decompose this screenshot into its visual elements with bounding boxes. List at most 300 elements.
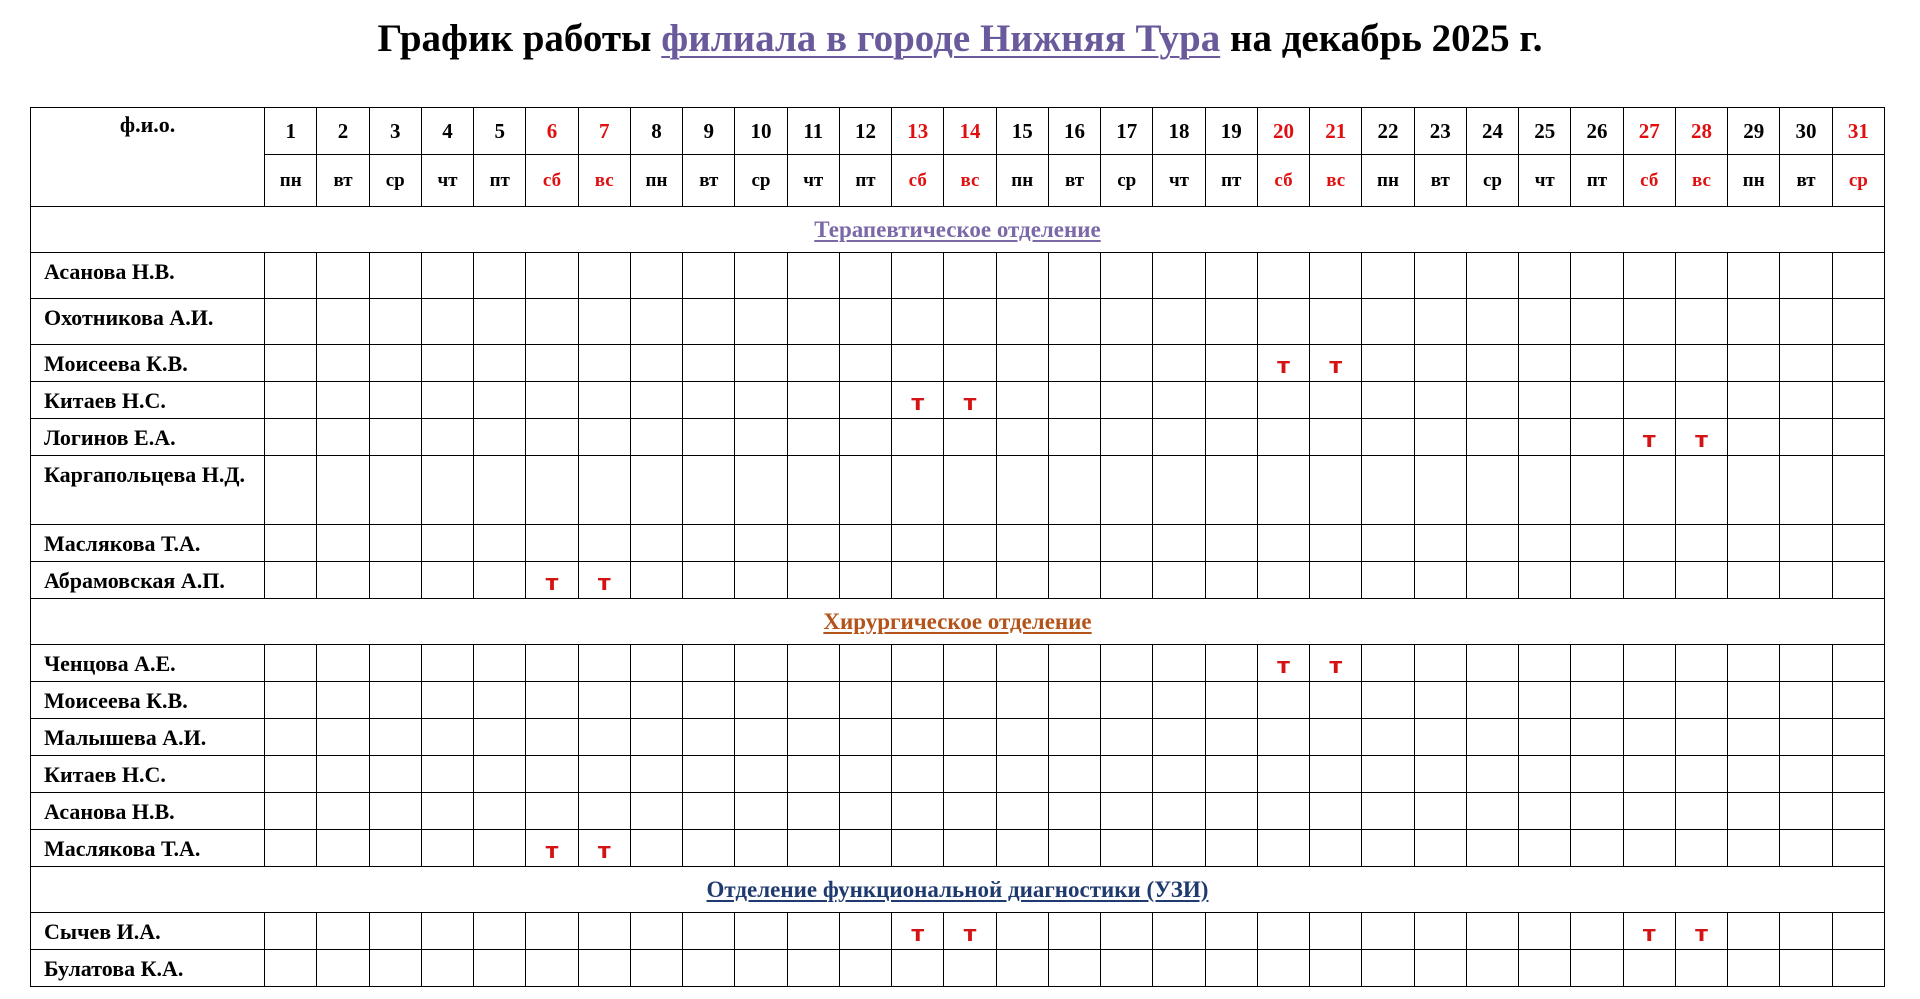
schedule-cell[interactable] [1519, 562, 1571, 599]
schedule-cell[interactable] [369, 830, 421, 867]
schedule-cell[interactable] [1571, 299, 1623, 345]
schedule-cell[interactable] [1257, 299, 1309, 345]
schedule-cell[interactable] [735, 682, 787, 719]
schedule-cell[interactable] [1571, 793, 1623, 830]
schedule-cell[interactable] [1153, 682, 1205, 719]
schedule-cell[interactable] [265, 830, 317, 867]
schedule-cell[interactable] [1519, 345, 1571, 382]
schedule-cell[interactable] [1257, 830, 1309, 867]
schedule-cell[interactable] [578, 525, 630, 562]
schedule-cell[interactable] [1257, 253, 1309, 299]
schedule-cell[interactable] [1728, 719, 1780, 756]
schedule-cell[interactable] [1205, 456, 1257, 525]
schedule-cell[interactable] [265, 525, 317, 562]
schedule-cell[interactable] [578, 950, 630, 987]
schedule-cell[interactable] [526, 345, 578, 382]
schedule-cell[interactable] [1153, 719, 1205, 756]
schedule-cell[interactable] [1048, 682, 1100, 719]
schedule-cell[interactable] [1519, 419, 1571, 456]
schedule-cell[interactable] [1153, 562, 1205, 599]
schedule-cell[interactable] [892, 793, 944, 830]
schedule-cell[interactable] [1675, 830, 1727, 867]
schedule-cell[interactable] [683, 382, 735, 419]
schedule-cell[interactable] [369, 645, 421, 682]
schedule-cell[interactable] [1780, 645, 1832, 682]
schedule-cell[interactable] [1675, 645, 1727, 682]
schedule-cell[interactable] [1519, 719, 1571, 756]
schedule-cell[interactable] [996, 913, 1048, 950]
schedule-cell[interactable] [1205, 299, 1257, 345]
schedule-mark-cell[interactable]: т [1257, 345, 1309, 382]
schedule-mark-cell[interactable]: т [892, 382, 944, 419]
schedule-cell[interactable] [1780, 419, 1832, 456]
schedule-cell[interactable] [735, 756, 787, 793]
schedule-cell[interactable] [1310, 793, 1362, 830]
schedule-cell[interactable] [1728, 299, 1780, 345]
schedule-cell[interactable] [317, 756, 369, 793]
schedule-cell[interactable] [1257, 682, 1309, 719]
schedule-cell[interactable] [1205, 253, 1257, 299]
schedule-cell[interactable] [1362, 419, 1414, 456]
schedule-cell[interactable] [1466, 913, 1518, 950]
schedule-cell[interactable] [944, 645, 996, 682]
schedule-cell[interactable] [839, 562, 891, 599]
schedule-cell[interactable] [317, 830, 369, 867]
schedule-cell[interactable] [1728, 382, 1780, 419]
schedule-cell[interactable] [265, 682, 317, 719]
schedule-cell[interactable] [474, 830, 526, 867]
schedule-cell[interactable] [1101, 756, 1153, 793]
schedule-cell[interactable] [787, 719, 839, 756]
schedule-cell[interactable] [1362, 719, 1414, 756]
schedule-cell[interactable] [421, 419, 473, 456]
schedule-cell[interactable] [787, 830, 839, 867]
schedule-cell[interactable] [839, 719, 891, 756]
schedule-cell[interactable] [1623, 830, 1675, 867]
schedule-cell[interactable] [317, 682, 369, 719]
schedule-cell[interactable] [1101, 793, 1153, 830]
schedule-cell[interactable] [1101, 913, 1153, 950]
schedule-cell[interactable] [996, 719, 1048, 756]
schedule-cell[interactable] [996, 299, 1048, 345]
schedule-cell[interactable] [735, 382, 787, 419]
schedule-cell[interactable] [526, 253, 578, 299]
schedule-cell[interactable] [474, 419, 526, 456]
schedule-cell[interactable] [944, 950, 996, 987]
schedule-cell[interactable] [996, 419, 1048, 456]
schedule-cell[interactable] [892, 682, 944, 719]
schedule-cell[interactable] [1414, 456, 1466, 525]
schedule-cell[interactable] [1048, 419, 1100, 456]
schedule-cell[interactable] [683, 299, 735, 345]
schedule-cell[interactable] [369, 756, 421, 793]
schedule-cell[interactable] [839, 830, 891, 867]
schedule-cell[interactable] [1048, 913, 1100, 950]
schedule-cell[interactable] [839, 345, 891, 382]
schedule-cell[interactable] [1101, 456, 1153, 525]
schedule-cell[interactable] [1466, 382, 1518, 419]
schedule-cell[interactable] [787, 682, 839, 719]
schedule-cell[interactable] [526, 682, 578, 719]
schedule-cell[interactable] [1101, 419, 1153, 456]
schedule-cell[interactable] [892, 525, 944, 562]
schedule-cell[interactable] [474, 382, 526, 419]
schedule-cell[interactable] [735, 719, 787, 756]
schedule-cell[interactable] [735, 253, 787, 299]
schedule-cell[interactable] [317, 345, 369, 382]
schedule-cell[interactable] [421, 645, 473, 682]
schedule-mark-cell[interactable]: т [526, 562, 578, 599]
schedule-cell[interactable] [1780, 830, 1832, 867]
schedule-cell[interactable] [265, 419, 317, 456]
schedule-cell[interactable] [735, 562, 787, 599]
schedule-cell[interactable] [787, 456, 839, 525]
schedule-cell[interactable] [683, 719, 735, 756]
schedule-cell[interactable] [1362, 682, 1414, 719]
schedule-cell[interactable] [839, 682, 891, 719]
schedule-cell[interactable] [265, 299, 317, 345]
schedule-cell[interactable] [735, 830, 787, 867]
schedule-cell[interactable] [1362, 456, 1414, 525]
schedule-cell[interactable] [1675, 525, 1727, 562]
schedule-cell[interactable] [369, 525, 421, 562]
schedule-cell[interactable] [1832, 913, 1884, 950]
schedule-cell[interactable] [578, 456, 630, 525]
schedule-cell[interactable] [1519, 756, 1571, 793]
schedule-cell[interactable] [1571, 253, 1623, 299]
schedule-cell[interactable] [996, 645, 1048, 682]
schedule-cell[interactable] [1623, 456, 1675, 525]
schedule-cell[interactable] [1205, 382, 1257, 419]
schedule-cell[interactable] [1310, 682, 1362, 719]
schedule-cell[interactable] [944, 419, 996, 456]
schedule-cell[interactable] [1205, 345, 1257, 382]
schedule-cell[interactable] [1414, 830, 1466, 867]
schedule-cell[interactable] [1675, 456, 1727, 525]
schedule-cell[interactable] [892, 756, 944, 793]
schedule-cell[interactable] [1780, 345, 1832, 382]
schedule-cell[interactable] [1048, 562, 1100, 599]
schedule-cell[interactable] [787, 253, 839, 299]
schedule-cell[interactable] [1780, 913, 1832, 950]
schedule-cell[interactable] [317, 525, 369, 562]
schedule-cell[interactable] [944, 456, 996, 525]
schedule-cell[interactable] [317, 419, 369, 456]
schedule-cell[interactable] [1519, 950, 1571, 987]
schedule-cell[interactable] [317, 913, 369, 950]
schedule-cell[interactable] [578, 645, 630, 682]
schedule-cell[interactable] [1048, 525, 1100, 562]
schedule-cell[interactable] [1362, 830, 1414, 867]
schedule-cell[interactable] [944, 719, 996, 756]
schedule-cell[interactable] [839, 456, 891, 525]
schedule-cell[interactable] [1728, 950, 1780, 987]
schedule-cell[interactable] [369, 562, 421, 599]
schedule-cell[interactable] [1205, 682, 1257, 719]
branch-link[interactable]: филиала в городе Нижняя Тура [661, 17, 1221, 60]
schedule-cell[interactable] [996, 682, 1048, 719]
schedule-cell[interactable] [1414, 419, 1466, 456]
schedule-cell[interactable] [1257, 950, 1309, 987]
schedule-cell[interactable] [839, 913, 891, 950]
schedule-cell[interactable] [421, 382, 473, 419]
schedule-cell[interactable] [421, 345, 473, 382]
schedule-cell[interactable] [1571, 950, 1623, 987]
schedule-cell[interactable] [1466, 345, 1518, 382]
schedule-cell[interactable] [630, 345, 682, 382]
schedule-cell[interactable] [1466, 419, 1518, 456]
schedule-cell[interactable] [1571, 525, 1623, 562]
schedule-cell[interactable] [1101, 950, 1153, 987]
schedule-cell[interactable] [1623, 382, 1675, 419]
schedule-cell[interactable] [1362, 345, 1414, 382]
schedule-cell[interactable] [683, 793, 735, 830]
schedule-cell[interactable] [1571, 456, 1623, 525]
schedule-cell[interactable] [630, 830, 682, 867]
schedule-cell[interactable] [1675, 682, 1727, 719]
schedule-cell[interactable] [1466, 756, 1518, 793]
schedule-cell[interactable] [1101, 299, 1153, 345]
schedule-cell[interactable] [1675, 756, 1727, 793]
schedule-cell[interactable] [1832, 299, 1884, 345]
schedule-cell[interactable] [265, 756, 317, 793]
schedule-cell[interactable] [1571, 682, 1623, 719]
schedule-cell[interactable] [474, 562, 526, 599]
schedule-cell[interactable] [1519, 253, 1571, 299]
schedule-cell[interactable] [421, 562, 473, 599]
schedule-cell[interactable] [1205, 913, 1257, 950]
schedule-cell[interactable] [1675, 345, 1727, 382]
schedule-cell[interactable] [1310, 299, 1362, 345]
schedule-cell[interactable] [683, 756, 735, 793]
schedule-cell[interactable] [1832, 525, 1884, 562]
schedule-cell[interactable] [526, 299, 578, 345]
schedule-cell[interactable] [735, 645, 787, 682]
schedule-cell[interactable] [944, 793, 996, 830]
schedule-cell[interactable] [892, 830, 944, 867]
schedule-cell[interactable] [1362, 756, 1414, 793]
schedule-cell[interactable] [1623, 645, 1675, 682]
schedule-cell[interactable] [630, 950, 682, 987]
schedule-cell[interactable] [474, 950, 526, 987]
schedule-cell[interactable] [1832, 682, 1884, 719]
schedule-cell[interactable] [1101, 562, 1153, 599]
schedule-cell[interactable] [369, 345, 421, 382]
schedule-cell[interactable] [1675, 253, 1727, 299]
schedule-cell[interactable] [1571, 913, 1623, 950]
schedule-cell[interactable] [1519, 299, 1571, 345]
schedule-cell[interactable] [526, 756, 578, 793]
schedule-cell[interactable] [1205, 719, 1257, 756]
schedule-cell[interactable] [787, 299, 839, 345]
schedule-cell[interactable] [1832, 645, 1884, 682]
schedule-cell[interactable] [1310, 562, 1362, 599]
schedule-cell[interactable] [578, 682, 630, 719]
schedule-cell[interactable] [892, 299, 944, 345]
schedule-cell[interactable] [1832, 719, 1884, 756]
schedule-cell[interactable] [1675, 793, 1727, 830]
schedule-cell[interactable] [526, 645, 578, 682]
schedule-cell[interactable] [1675, 719, 1727, 756]
schedule-cell[interactable] [787, 345, 839, 382]
schedule-cell[interactable] [265, 950, 317, 987]
schedule-cell[interactable] [474, 756, 526, 793]
schedule-cell[interactable] [683, 950, 735, 987]
schedule-cell[interactable] [1519, 645, 1571, 682]
schedule-cell[interactable] [1623, 950, 1675, 987]
schedule-cell[interactable] [1519, 830, 1571, 867]
schedule-cell[interactable] [1153, 253, 1205, 299]
schedule-mark-cell[interactable]: т [1257, 645, 1309, 682]
schedule-cell[interactable] [1153, 645, 1205, 682]
schedule-cell[interactable] [1466, 253, 1518, 299]
schedule-cell[interactable] [1728, 525, 1780, 562]
schedule-cell[interactable] [265, 913, 317, 950]
schedule-mark-cell[interactable]: т [1310, 345, 1362, 382]
schedule-cell[interactable] [630, 525, 682, 562]
schedule-cell[interactable] [1780, 525, 1832, 562]
schedule-cell[interactable] [944, 345, 996, 382]
schedule-cell[interactable] [1414, 913, 1466, 950]
schedule-cell[interactable] [944, 253, 996, 299]
schedule-cell[interactable] [1414, 719, 1466, 756]
schedule-cell[interactable] [1832, 793, 1884, 830]
schedule-cell[interactable] [1101, 253, 1153, 299]
schedule-cell[interactable] [1414, 682, 1466, 719]
schedule-cell[interactable] [526, 950, 578, 987]
schedule-mark-cell[interactable]: т [1675, 419, 1727, 456]
schedule-cell[interactable] [787, 382, 839, 419]
schedule-cell[interactable] [578, 253, 630, 299]
schedule-cell[interactable] [474, 345, 526, 382]
schedule-cell[interactable] [1310, 913, 1362, 950]
schedule-cell[interactable] [474, 525, 526, 562]
schedule-cell[interactable] [839, 793, 891, 830]
schedule-cell[interactable] [421, 456, 473, 525]
schedule-cell[interactable] [1257, 456, 1309, 525]
schedule-cell[interactable] [1780, 562, 1832, 599]
schedule-cell[interactable] [1205, 950, 1257, 987]
schedule-cell[interactable] [996, 950, 1048, 987]
schedule-cell[interactable] [1101, 830, 1153, 867]
schedule-cell[interactable] [1205, 525, 1257, 562]
schedule-cell[interactable] [1153, 419, 1205, 456]
schedule-cell[interactable] [839, 756, 891, 793]
schedule-cell[interactable] [1414, 562, 1466, 599]
schedule-cell[interactable] [1780, 253, 1832, 299]
schedule-cell[interactable] [1623, 345, 1675, 382]
schedule-cell[interactable] [1728, 913, 1780, 950]
schedule-cell[interactable] [265, 562, 317, 599]
schedule-cell[interactable] [317, 719, 369, 756]
schedule-cell[interactable] [1832, 456, 1884, 525]
schedule-cell[interactable] [683, 456, 735, 525]
schedule-cell[interactable] [1414, 525, 1466, 562]
schedule-cell[interactable] [1048, 299, 1100, 345]
schedule-cell[interactable] [1310, 830, 1362, 867]
schedule-cell[interactable] [1571, 756, 1623, 793]
schedule-cell[interactable] [892, 950, 944, 987]
schedule-cell[interactable] [1832, 253, 1884, 299]
schedule-cell[interactable] [1414, 645, 1466, 682]
schedule-mark-cell[interactable]: т [578, 830, 630, 867]
schedule-cell[interactable] [578, 299, 630, 345]
schedule-cell[interactable] [578, 793, 630, 830]
schedule-cell[interactable] [1257, 793, 1309, 830]
schedule-cell[interactable] [1257, 756, 1309, 793]
schedule-cell[interactable] [317, 299, 369, 345]
schedule-cell[interactable] [265, 345, 317, 382]
schedule-cell[interactable] [892, 253, 944, 299]
schedule-cell[interactable] [1257, 719, 1309, 756]
schedule-cell[interactable] [1362, 253, 1414, 299]
schedule-cell[interactable] [369, 419, 421, 456]
schedule-cell[interactable] [630, 913, 682, 950]
schedule-cell[interactable] [787, 419, 839, 456]
schedule-cell[interactable] [1675, 382, 1727, 419]
schedule-cell[interactable] [1623, 682, 1675, 719]
schedule-cell[interactable] [1519, 525, 1571, 562]
schedule-mark-cell[interactable]: т [944, 913, 996, 950]
schedule-cell[interactable] [1675, 950, 1727, 987]
schedule-cell[interactable] [1153, 299, 1205, 345]
schedule-cell[interactable] [317, 645, 369, 682]
schedule-cell[interactable] [1780, 382, 1832, 419]
schedule-cell[interactable] [1153, 913, 1205, 950]
schedule-cell[interactable] [265, 456, 317, 525]
schedule-cell[interactable] [369, 719, 421, 756]
schedule-cell[interactable] [839, 525, 891, 562]
schedule-cell[interactable] [369, 950, 421, 987]
schedule-cell[interactable] [944, 299, 996, 345]
schedule-cell[interactable] [1205, 830, 1257, 867]
schedule-cell[interactable] [1414, 299, 1466, 345]
schedule-cell[interactable] [787, 562, 839, 599]
schedule-cell[interactable] [996, 253, 1048, 299]
schedule-cell[interactable] [578, 719, 630, 756]
schedule-cell[interactable] [1310, 253, 1362, 299]
schedule-cell[interactable] [1832, 830, 1884, 867]
schedule-cell[interactable] [1571, 562, 1623, 599]
schedule-cell[interactable] [317, 382, 369, 419]
schedule-cell[interactable] [1675, 562, 1727, 599]
schedule-cell[interactable] [683, 645, 735, 682]
schedule-cell[interactable] [996, 525, 1048, 562]
schedule-cell[interactable] [1257, 562, 1309, 599]
schedule-mark-cell[interactable]: т [1623, 419, 1675, 456]
schedule-cell[interactable] [526, 719, 578, 756]
schedule-cell[interactable] [1780, 793, 1832, 830]
schedule-cell[interactable] [1414, 345, 1466, 382]
schedule-cell[interactable] [892, 419, 944, 456]
schedule-cell[interactable] [421, 950, 473, 987]
schedule-cell[interactable] [1310, 756, 1362, 793]
schedule-cell[interactable] [1571, 719, 1623, 756]
schedule-cell[interactable] [421, 756, 473, 793]
schedule-cell[interactable] [265, 719, 317, 756]
schedule-cell[interactable] [683, 419, 735, 456]
schedule-cell[interactable] [1728, 419, 1780, 456]
schedule-mark-cell[interactable]: т [944, 382, 996, 419]
schedule-cell[interactable] [1362, 645, 1414, 682]
schedule-cell[interactable] [578, 382, 630, 419]
schedule-cell[interactable] [1832, 419, 1884, 456]
schedule-cell[interactable] [1048, 645, 1100, 682]
schedule-cell[interactable] [1780, 719, 1832, 756]
schedule-cell[interactable] [683, 525, 735, 562]
schedule-cell[interactable] [630, 793, 682, 830]
schedule-cell[interactable] [421, 525, 473, 562]
